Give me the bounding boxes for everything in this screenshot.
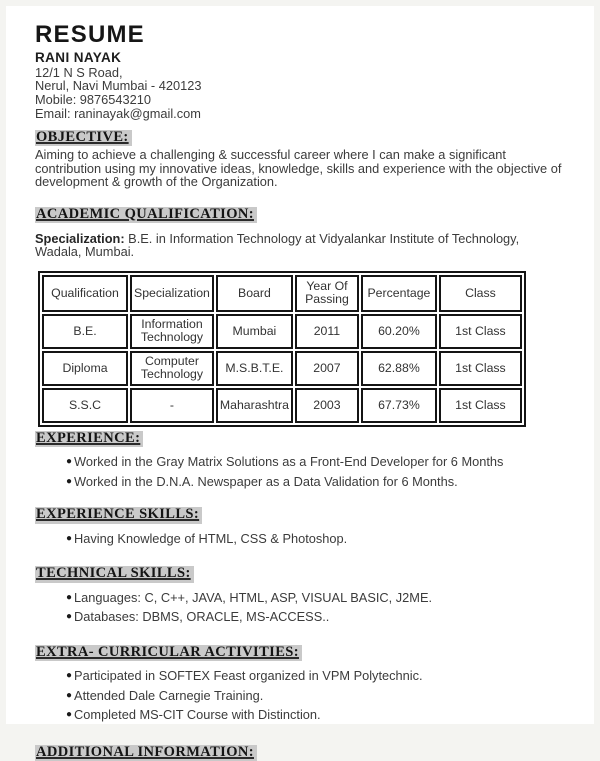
table-cell: M.S.B.T.E. bbox=[216, 351, 293, 386]
table-cell: 62.88% bbox=[361, 351, 437, 386]
table-cell: Information Technology bbox=[130, 314, 214, 349]
resume-content bbox=[6, 6, 594, 761]
experience-bullet-text: Worked in the D.N.A. Newspaper as a Data Validation for 6 Months. bbox=[74, 473, 458, 489]
technical-skills-bullet-text: Databases: DBMS, ORACLE, MS-ACCESS.. bbox=[74, 609, 330, 625]
section-heading-academic-qualification: ACADEMIC QUALIFICATION: bbox=[35, 207, 257, 224]
objective-text: Aiming to achieve a challenging & successful career where I can make a significant contribution using my innovative ideas, knowledge, skills and experience with the objective of development & growth of the Organization. bbox=[35, 147, 562, 190]
list-item bbox=[66, 666, 564, 686]
extra-curricular-bullet-text: Attended Dale Carnegie Training. bbox=[74, 687, 264, 703]
list-item bbox=[66, 529, 564, 549]
table-header-cell: Percentage bbox=[361, 275, 437, 312]
table-cell: 60.20% bbox=[361, 314, 437, 349]
table-cell: Maharashtra bbox=[216, 388, 293, 423]
specialization-label: Specialization: bbox=[35, 231, 125, 247]
bullet-icon: ● bbox=[66, 689, 73, 701]
bullet-icon: ● bbox=[66, 670, 73, 682]
table-header-cell: Year Of Passing bbox=[295, 275, 359, 312]
list-item bbox=[66, 607, 564, 627]
table-cell: 67.73% bbox=[361, 388, 437, 423]
table-cell: - bbox=[130, 388, 214, 423]
technical-skills-bullet-text: Languages: C, C++, JAVA, HTML, ASP, VISUAL BASIC, J2ME. bbox=[74, 589, 433, 605]
bullet-icon: ● bbox=[66, 591, 73, 603]
bullet-icon: ● bbox=[66, 475, 73, 487]
table-header-cell: Specialization bbox=[130, 275, 214, 312]
table-cell: B.E. bbox=[42, 314, 128, 349]
qualification-table bbox=[38, 271, 526, 427]
table-cell: 1st Class bbox=[439, 314, 522, 349]
table-header-row bbox=[42, 275, 522, 312]
resume-page bbox=[6, 6, 594, 760]
section-heading-experience: EXPERIENCE: bbox=[35, 431, 143, 448]
section-heading-technical-skills: TECHNICAL SKILLS: bbox=[35, 566, 194, 583]
list-item bbox=[66, 705, 564, 725]
bullet-icon: ● bbox=[66, 532, 73, 544]
address-line-2: Nerul, Navi Mumbai - 420123 bbox=[35, 78, 202, 94]
table-header-cell: Board bbox=[216, 275, 293, 312]
section-heading-extra-curricular: EXTRA- CURRICULAR ACTIVITIES: bbox=[35, 645, 302, 662]
table-row bbox=[42, 388, 522, 423]
email-line: Email: raninayak@gmail.com bbox=[35, 105, 201, 121]
specialization-value: B.E. in Information Technology at Vidyalankar Institute of Technology, Wadala, Mumbai. bbox=[35, 231, 520, 260]
table-cell: 2011 bbox=[295, 314, 359, 349]
specialization-text bbox=[35, 232, 565, 259]
page-title: RESUME bbox=[35, 21, 145, 48]
section-heading-experience-skills: EXPERIENCE SKILLS: bbox=[35, 507, 202, 524]
table-row bbox=[42, 314, 522, 349]
list-item bbox=[66, 452, 564, 472]
bullet-icon: ● bbox=[66, 456, 73, 468]
mobile-line: Mobile: 9876543210 bbox=[35, 91, 151, 107]
section-heading-additional-information: ADDITIONAL INFORMATION: bbox=[35, 745, 257, 761]
experience-bullet-text: Worked in the Gray Matrix Solutions as a Front-End Developer for 6 Months bbox=[74, 454, 504, 470]
table-header-cell: Qualification bbox=[42, 275, 128, 312]
table-cell: 2003 bbox=[295, 388, 359, 423]
address-line-1: 12/1 N S Road, bbox=[35, 64, 123, 80]
table-header-cell: Class bbox=[439, 275, 522, 312]
table-cell: Mumbai bbox=[216, 314, 293, 349]
table-cell: 2007 bbox=[295, 351, 359, 386]
list-item bbox=[66, 588, 564, 608]
table-row bbox=[42, 351, 522, 386]
table-cell: Diploma bbox=[42, 351, 128, 386]
bullet-icon: ● bbox=[66, 709, 73, 721]
section-heading-objective: OBJECTIVE: bbox=[35, 130, 132, 147]
extra-curricular-bullet-text: Participated in SOFTEX Feast organized in VPM Polytechnic. bbox=[74, 668, 423, 684]
person-name: RANI NAYAK bbox=[35, 50, 122, 65]
table-cell: S.S.C bbox=[42, 388, 128, 423]
list-item bbox=[66, 686, 564, 706]
table-cell: 1st Class bbox=[439, 388, 522, 423]
extra-curricular-bullet-text: Completed MS-CIT Course with Distinction. bbox=[74, 707, 321, 723]
bullet-icon: ● bbox=[66, 611, 73, 623]
experience-skills-bullet-text: Having Knowledge of HTML, CSS & Photoshop. bbox=[74, 530, 348, 546]
table-cell: Computer Technology bbox=[130, 351, 214, 386]
table-cell: 1st Class bbox=[439, 351, 522, 386]
list-item bbox=[66, 472, 564, 492]
